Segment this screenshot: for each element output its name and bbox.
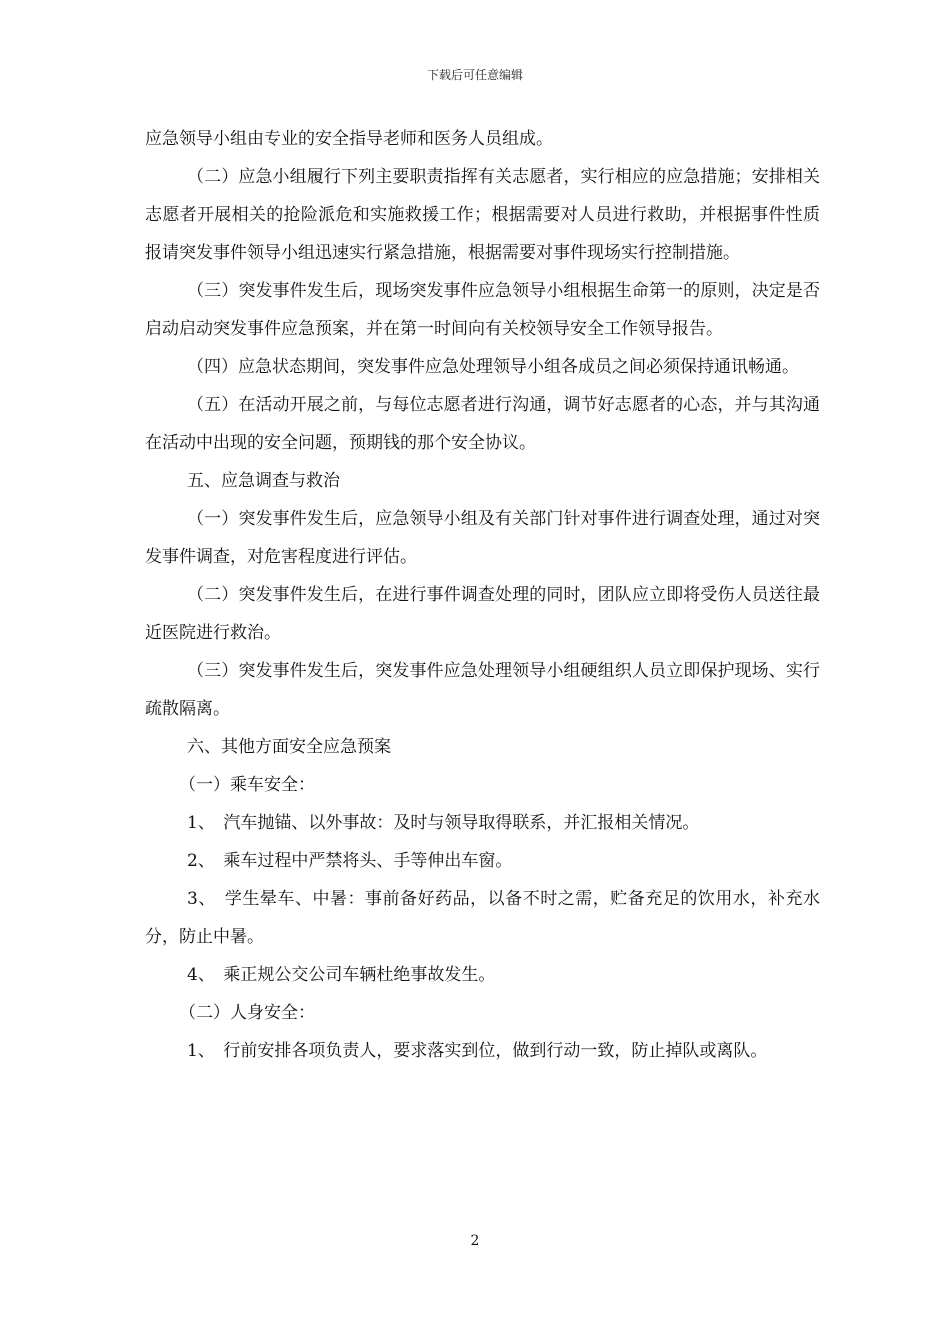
list-item-4: 4、 乘正规公交公司车辆杜绝事故发生。 xyxy=(187,965,496,985)
list-item-2: 2、 乘车过程中严禁将头、手等伸出车窗。 xyxy=(187,851,513,871)
list-item-3: 3、 学生晕车、中暑：事前备好药品，以备不时之需，贮备充足的饮用水，补充水分，防止中暑。 xyxy=(145,889,820,947)
paragraph-7: （二）突发事件发生后，在进行事件调查处理的同时，团队应立即将受伤人员送往最近医院进行救治。 xyxy=(145,585,820,643)
paragraph-6: （一）突发事件发生后，应急领导小组及有关部门针对事件进行调查处理，通过对突发事件调查，对危害程度进行评估。 xyxy=(145,509,820,567)
paragraph-3: （三）突发事件发生后，现场突发事件应急领导小组根据生命第一的原则，决定是否启动启动突发事件应急预案，并在第一时间向有关校领导安全工作领导报告。 xyxy=(145,281,820,339)
document-body xyxy=(145,120,820,1070)
subheading-personal-safety: （二）人身安全： xyxy=(179,1003,315,1023)
section-heading-6: 六、其他方面安全应急预案 xyxy=(187,737,391,757)
section-heading-5: 五、应急调查与救治 xyxy=(187,471,340,491)
list-item-5: 1、 行前安排各项负责人，要求落实到位，做到行动一致，防止掉队或离队。 xyxy=(187,1041,768,1061)
paragraph-8: （三）突发事件发生后，突发事件应急处理领导小组硬组织人员立即保护现场、实行疏散隔离。 xyxy=(145,661,820,719)
paragraph-2: （二）应急小组履行下列主要职责指挥有关志愿者，实行相应的应急措施；安排相关志愿者开展相关的抢险派危和实施救援工作；根据需要对人员进行救助，并根据事件性质报请突发事件领导小组迅速实行紧急措施，根据需要对事件现场实行控制措施。 xyxy=(145,167,820,263)
page-header-note: 下载后可任意编辑 xyxy=(426,68,523,82)
paragraph-4: （四）应急状态期间，突发事件应急处理领导小组各成员之间必须保持通讯畅通。 xyxy=(187,357,799,377)
subheading-ride-safety: （一）乘车安全： xyxy=(179,775,315,795)
list-item-1: 1、 汽车抛锚、以外事故：及时与领导取得联系，并汇报相关情况。 xyxy=(187,813,700,833)
paragraph-1: 应急领导小组由专业的安全指导老师和医务人员组成。 xyxy=(145,129,553,149)
page-number: 2 xyxy=(470,1233,480,1249)
paragraph-5: （五）在活动开展之前，与每位志愿者进行沟通，调节好志愿者的心态，并与其沟通在活动中出现的安全问题，预期钱的那个安全协议。 xyxy=(145,395,820,453)
